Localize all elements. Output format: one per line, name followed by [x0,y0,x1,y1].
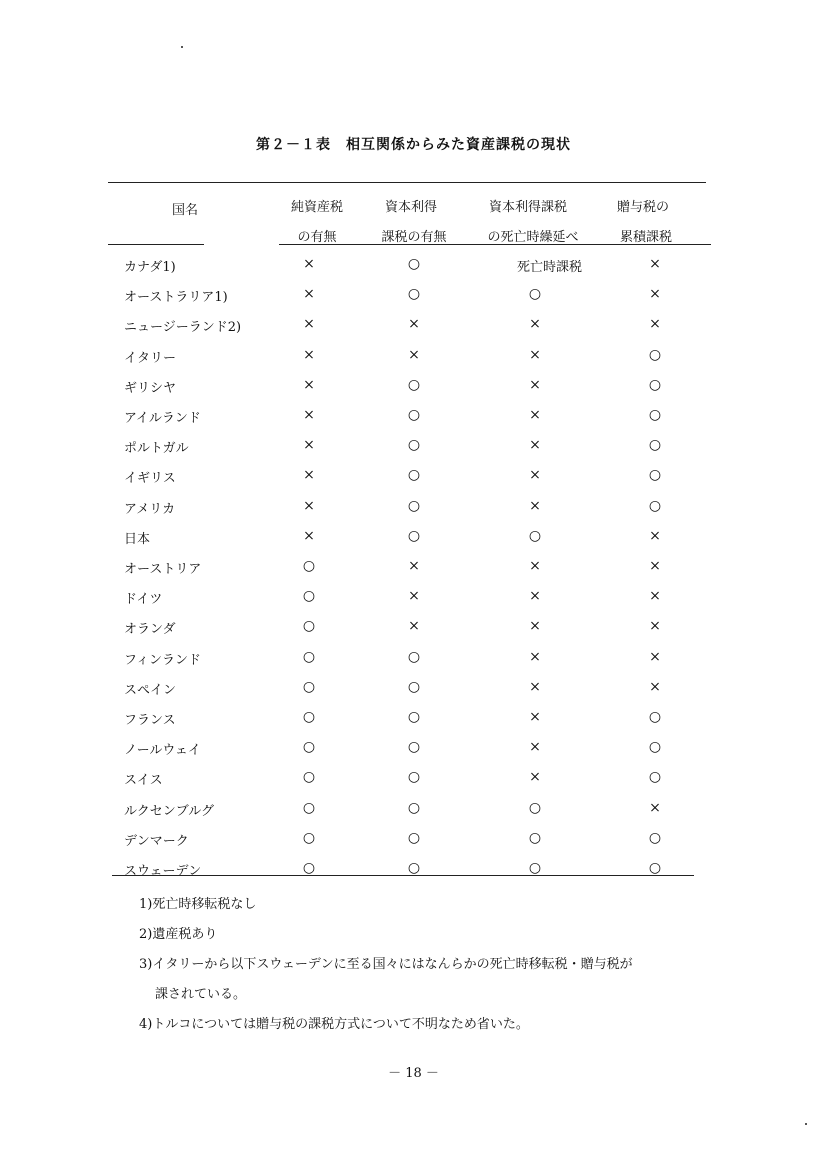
cell-net-wealth: × [303,286,315,303]
cell-deferral: ○ [528,860,542,876]
header-rule-columns [279,244,711,245]
cell-gift: × [649,286,661,303]
cell-capital-gains: ○ [407,799,421,816]
cell-net-wealth: × [303,437,315,454]
cell-net-wealth: ○ [302,618,316,635]
cell-net-wealth: × [303,497,315,514]
bottom-rule [112,875,694,876]
cell-deferral: ○ [528,829,542,846]
cell-net-wealth: × [303,407,315,423]
table-row [0,377,827,407]
cell-capital-gains: ○ [407,678,421,695]
note-1: 1)死亡時移転税なし [139,897,257,912]
table-title: 第２－１表 相互関係からみた資産課税の現状 [256,137,571,153]
country-name: アメリカ [124,501,176,517]
cell-deferral: × [529,437,541,454]
cell-net-wealth: × [303,346,315,363]
table-row [0,558,827,588]
header-rule-country [108,244,204,245]
cell-gift: × [649,316,661,333]
cell-capital-gains: ○ [407,467,421,484]
table-row [0,528,827,558]
note-2: 2)遺産税あり [139,927,218,942]
cell-gift: × [649,618,661,635]
cell-net-wealth: ○ [302,769,316,786]
cell-net-wealth: ○ [302,799,316,816]
cell-net-wealth: × [303,316,315,333]
header-deferral-line1: 資本利得課税 [488,200,568,215]
cell-capital-gains: ○ [407,648,421,665]
cell-gift: ○ [648,769,662,786]
cell-capital-gains: ○ [407,437,421,454]
cell-deferral: × [529,588,541,605]
cell-gift: × [649,678,661,695]
header-net-wealth-line2: の有無 [297,230,337,245]
country-name: ノールウェイ [124,743,201,759]
cell-deferral: × [529,678,541,695]
cell-capital-gains: × [408,618,420,635]
cell-deferral: × [529,346,541,363]
cell-deferral: × [529,769,541,786]
country-name: イタリー [124,350,177,366]
cell-net-wealth: ○ [302,648,316,665]
country-name: 日本 [124,531,151,547]
cell-capital-gains: ○ [407,769,421,786]
cell-capital-gains: ○ [407,527,421,544]
cell-net-wealth: × [303,467,315,484]
country-name: ドイツ [124,592,163,608]
cell-gift: ○ [648,467,662,484]
header-gift-line2: 累積課税 [619,230,673,245]
table-row [0,316,827,346]
country-name: アイルランド [124,411,201,426]
cell-deferral: ○ [528,286,542,303]
table-row [0,588,827,618]
table-row [0,709,827,739]
note-3: 3)イタリーから以下スウェーデンに至る国々にはなんらかの死亡時移転税・贈与税が [139,957,633,972]
country-name: フィンランド [124,652,201,668]
cell-net-wealth: ○ [302,829,316,846]
header-capital-gains-line2: 課税の有無 [381,230,447,245]
cell-net-wealth: × [303,376,315,393]
country-name: カナダ1) [124,260,176,275]
table-row [0,800,827,830]
cell-deferral: × [529,558,541,574]
cell-capital-gains: × [408,588,420,605]
note-3-continued: 課されている。 [155,987,247,1002]
country-name: ニュージーランド2) [124,320,242,336]
cell-net-wealth: ○ [302,588,316,605]
cell-gift: ○ [648,346,662,363]
country-name: スイス [124,773,163,789]
header-gift-line1: 贈与税の [616,200,670,215]
cell-gift: ○ [648,739,662,756]
cell-capital-gains: × [408,316,420,333]
cell-deferral: × [529,467,541,484]
table-row [0,407,827,437]
table-row [0,347,827,377]
table-row [0,739,827,769]
cell-gift: × [649,799,661,816]
cell-gift: × [649,527,661,544]
cell-deferral: ○ [528,799,542,816]
cell-deferral: × [529,648,541,665]
table-row [0,769,827,799]
country-name: オランダ [124,622,176,638]
cell-capital-gains: ○ [407,286,421,303]
cell-capital-gains: ○ [407,860,421,876]
cell-capital-gains: × [408,558,420,574]
country-name: オーストラリア1) [124,290,228,306]
cell-gift: ○ [648,497,662,514]
country-name: イギリス [124,471,176,487]
cell-gift: ○ [648,829,662,846]
cell-gift: ○ [648,437,662,454]
cell-gift: ○ [648,407,662,423]
cell-net-wealth: ○ [302,739,316,756]
cell-capital-gains: ○ [407,829,421,846]
cell-gift: ○ [648,709,662,725]
country-name: ギリシヤ [124,380,177,396]
country-name: スペイン [124,682,177,698]
cell-net-wealth: ○ [302,860,316,876]
cell-net-wealth: ○ [302,709,316,725]
table-row [0,498,827,528]
note-4: 4)トルコについては贈与税の課税方式について不明なため省いた。 [139,1017,529,1032]
table-row [0,649,827,679]
cell-deferral: 死亡時課税 [517,260,583,275]
header-country: 国名 [171,203,199,218]
cell-deferral: × [529,709,541,725]
cell-capital-gains: ○ [407,256,421,272]
cell-gift: × [649,558,661,574]
cell-deferral: ○ [528,527,542,544]
table-row [0,679,827,709]
cell-deferral: × [529,376,541,393]
cell-net-wealth: ○ [302,558,316,574]
cell-deferral: × [529,739,541,756]
table-row [0,618,827,648]
table-row [0,437,827,467]
notes [139,890,633,1040]
header-deferral-line2: の死亡時繰延べ [487,230,579,245]
cell-gift: ○ [648,376,662,393]
table-row [0,830,827,860]
cell-capital-gains: ○ [407,376,421,393]
country-name: ルクセンブルグ [124,803,214,819]
cell-capital-gains: ○ [407,407,421,423]
cell-gift: × [649,588,661,605]
top-rule [108,182,706,183]
cell-gift: × [649,256,661,272]
country-name: スウェーデン [124,864,202,879]
cell-capital-gains: ○ [407,739,421,756]
header-net-wealth-line1: 純資産税 [290,200,344,215]
cell-deferral: × [529,316,541,333]
cell-deferral: × [529,497,541,514]
cell-net-wealth: × [303,527,315,544]
country-name: デンマーク [124,833,189,849]
table-row [0,256,827,286]
cell-net-wealth: ○ [302,678,316,695]
cell-gift: × [649,648,661,665]
cell-net-wealth: × [303,256,315,272]
country-name: ポルトガル [124,441,189,457]
cell-capital-gains: ○ [407,497,421,514]
header-capital-gains-line1: 資本利得 [384,200,438,215]
table-row [0,467,827,497]
country-name: フランス [124,713,176,728]
cell-capital-gains: ○ [407,709,421,725]
cell-deferral: × [529,407,541,423]
cell-deferral: × [529,618,541,635]
cell-capital-gains: × [408,346,420,363]
country-name: オーストリア [124,562,202,577]
scan-speck [805,1123,807,1125]
page-number: － 18 － [388,1066,439,1081]
scan-speck [181,46,183,48]
cell-gift: ○ [648,860,662,876]
table-row [0,286,827,316]
